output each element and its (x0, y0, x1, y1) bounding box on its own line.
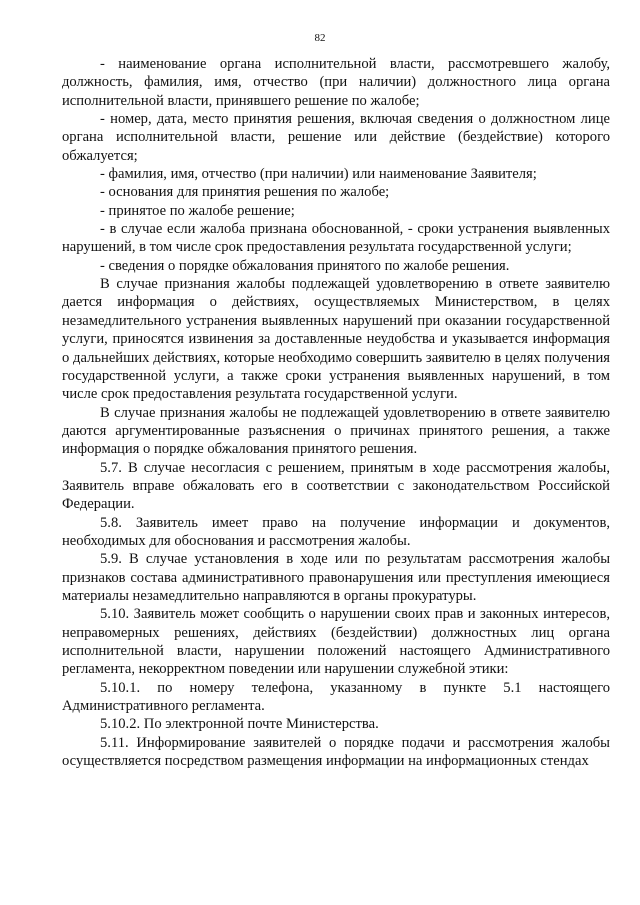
paragraph: - принятое по жалобе решение; (100, 202, 295, 219)
paragraph: В случае признания жалобы подлежащей удовлетворению в ответе заявителю дается информация о действиях, осуществляемых Министерством, в целях незамедлительного устранения выявленных нарушений при оказании государственной услуги, приносятся извинения за доставленные неудобства и указывается информация о дальнейших действиях, которые необходимо совершить заявителю в целях получения государственной услуги, а также сроки устранения выявленных нарушений, в том числе срок предоставления результата государственной услуги. (62, 276, 610, 403)
page-number: 82 (314, 32, 326, 44)
paragraph: В случае признания жалобы не подлежащей удовлетворению в ответе заявителю даются аргументированные разъяснения о причинах принятого решения, а также информация о порядке обжалования принятого решения. (62, 404, 610, 458)
paragraph: - номер, дата, место принятия решения, включая сведения о должностном лице органа исполнительной власти, решение или действие (бездействие) которого обжалуется; (62, 111, 610, 164)
paragraph: 5.10.2. По электронной почте Министерства. (100, 716, 379, 733)
paragraph: - наименование органа исполнительной власти, рассмотревшего жалобу, должность, фамилия, имя, отчество (при наличии) должностного лица органа исполнительной власти, принявшего решение по жалобе; (62, 56, 610, 109)
paragraph: 5.7. В случае несогласия с решением, принятым в ходе рассмотрения жалобы, Заявитель вправе обжаловать его в соответствии с законодательством Российской Федерации. (62, 459, 610, 513)
paragraph: 5.10.1. по номеру телефона, указанному в пункте 5.1 настоящего Административного регламента. (62, 679, 610, 715)
paragraph: 5.11. Информирование заявителей о порядке подачи и рассмотрения жалобы осуществляется посредством размещения информации на информационных стендах (62, 734, 610, 770)
paragraph: - в случае если жалоба признана обоснованной, - сроки устранения выявленных нарушений, в том числе срок предоставления результата государственной услуги; (62, 221, 610, 256)
paragraph: 5.8. Заявитель имеет право на получение информации и документов, необходимых для обоснования и рассмотрения жалобы. (62, 514, 610, 549)
paragraph: - сведения о порядке обжалования принятого по жалобе решения. (100, 257, 510, 274)
paragraph: 5.9. В случае установления в ходе или по результатам рассмотрения жалобы признаков состава административного правонарушения или преступления имеющиеся материалы незамедлительно направляются в органы прокуратуры. (62, 551, 610, 604)
paragraph: - фамилия, имя, отчество (при наличии) или наименование Заявителя; (100, 166, 537, 183)
paragraph: 5.10. Заявитель может сообщить о нарушении своих прав и законных интересов, неправомерных решениях, действиях (бездействии) должностных лиц органа исполнительной власти, нарушении положений настоящего Административного регламента, некорректном поведении или нарушении служебной этики: (62, 606, 610, 678)
paragraph: - основания для принятия решения по жалобе; (100, 184, 390, 201)
document-body (62, 55, 610, 770)
